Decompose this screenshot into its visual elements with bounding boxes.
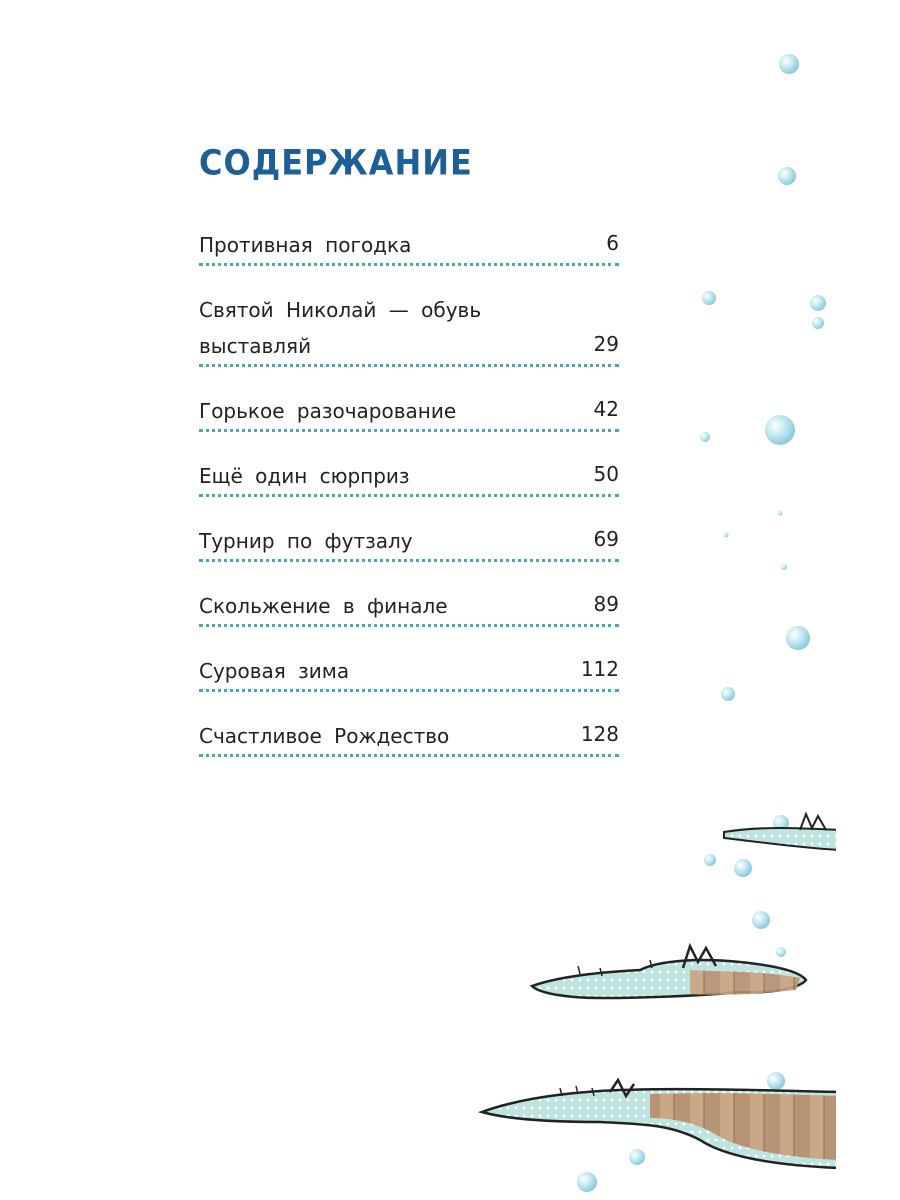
- toc-entry[interactable]: [199, 227, 619, 266]
- toc-entry-title: Турнир по футзалу: [199, 529, 413, 553]
- toc-entry-page: 6: [606, 231, 619, 255]
- toc-entry[interactable]: [199, 523, 619, 562]
- toc-entry-title: Суровая зима: [199, 659, 350, 683]
- toc-entry-page: 50: [593, 462, 619, 486]
- toc-entry-page: 69: [593, 527, 619, 551]
- toc-entry-title: Скольжение в финале: [199, 594, 448, 618]
- toc-entry-page: 89: [593, 592, 619, 616]
- table-of-contents: [199, 227, 619, 757]
- toc-entry[interactable]: [199, 653, 619, 692]
- toc-entry-title: Противная погодка: [199, 233, 412, 257]
- toc-entry-title: Святой Николай — обувь выставляй: [199, 298, 482, 358]
- toc-entry[interactable]: [199, 458, 619, 497]
- toc-entry[interactable]: [199, 393, 619, 432]
- page-edge: [836, 0, 900, 1200]
- toc-entry[interactable]: [199, 588, 619, 627]
- page-title: СОДЕРЖАНИЕ: [199, 142, 473, 184]
- toc-entry-page: 42: [593, 397, 619, 421]
- toc-entry-page: 112: [580, 657, 619, 681]
- toc-entry-title: Счастливое Рождество: [199, 724, 450, 748]
- toc-entry-page: 29: [593, 332, 619, 356]
- toc-entry-title: Горькое разочарование: [199, 399, 457, 423]
- toc-entry[interactable]: [199, 718, 619, 757]
- toc-entry-title: Ещё один сюрприз: [199, 464, 410, 488]
- toc-entry-page: 128: [580, 722, 619, 746]
- toc-entry[interactable]: [199, 292, 619, 367]
